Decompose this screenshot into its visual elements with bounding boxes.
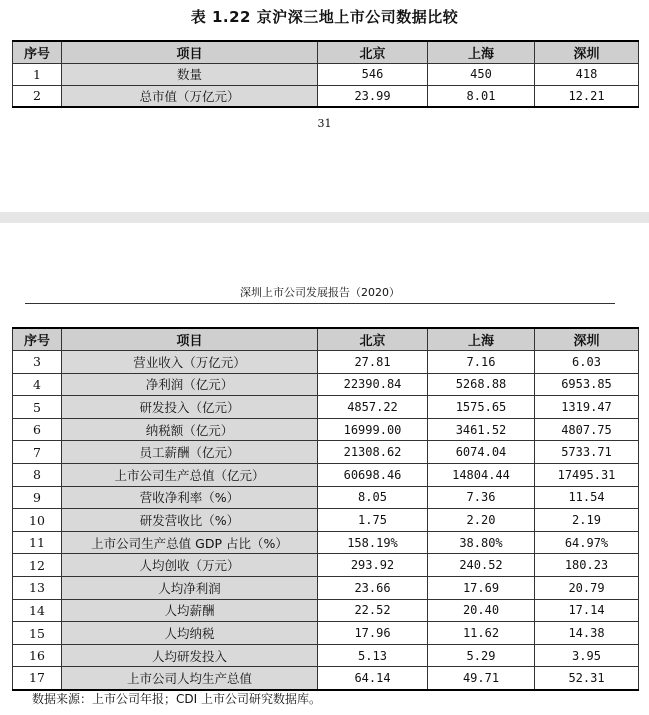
comparison-table-part2 (12, 327, 639, 691)
table-title: 表 1.22 京沪深三地上市公司数据比较 (190, 8, 459, 26)
page-gap (0, 212, 649, 223)
row-item-cell: 上市公司人均生产总值 (62, 667, 318, 690)
row-item-cell: 人均创收（万元） (62, 554, 318, 577)
row-shenzhen-cell: 5733.71 (535, 441, 639, 464)
row-beijing-cell: 158.19% (318, 531, 428, 554)
row-item-cell: 数量 (62, 63, 318, 85)
row-seq-cell: 15 (13, 622, 62, 645)
row-item-cell: 总市值（万亿元） (62, 85, 318, 107)
row-shanghai-cell: 6074.04 (428, 441, 535, 464)
header-seq: 序号 (13, 328, 62, 351)
row-shanghai-cell: 11.62 (428, 622, 535, 645)
row-beijing-cell: 22.52 (318, 599, 428, 622)
row-seq-cell: 10 (13, 509, 62, 532)
row-beijing-cell: 22390.84 (318, 373, 428, 396)
row-shenzhen-cell: 3.95 (535, 644, 639, 667)
header-seq: 序号 (13, 41, 62, 63)
table-row (13, 85, 639, 107)
row-shanghai-cell: 7.16 (428, 351, 535, 374)
row-seq-cell: 4 (13, 373, 62, 396)
row-seq-cell: 5 (13, 396, 62, 419)
row-seq-cell: 7 (13, 441, 62, 464)
table-row (13, 599, 639, 622)
row-shenzhen-cell: 4807.75 (535, 418, 639, 441)
row-seq-cell: 12 (13, 554, 62, 577)
row-seq-cell: 14 (13, 599, 62, 622)
row-seq-cell: 2 (13, 85, 62, 107)
row-seq-cell: 6 (13, 418, 62, 441)
table-row (13, 531, 639, 554)
page-top (0, 0, 649, 212)
table-row (13, 486, 639, 509)
row-shenzhen-cell: 6953.85 (535, 373, 639, 396)
table-header-row (13, 41, 639, 63)
row-shanghai-cell: 8.01 (428, 85, 535, 107)
row-shanghai-cell: 2.20 (428, 509, 535, 532)
table-row (13, 396, 639, 419)
row-seq-cell: 16 (13, 644, 62, 667)
row-beijing-cell: 4857.22 (318, 396, 428, 419)
table-row (13, 464, 639, 487)
header-shenzhen: 深圳 (535, 41, 639, 63)
comparison-table-part1 (12, 40, 639, 108)
row-shanghai-cell: 38.80% (428, 531, 535, 554)
row-item-cell: 营收净利率（%） (62, 486, 318, 509)
row-shenzhen-cell: 64.97% (535, 531, 639, 554)
row-beijing-cell: 21308.62 (318, 441, 428, 464)
table-row (13, 418, 639, 441)
row-shanghai-cell: 5.29 (428, 644, 535, 667)
table-row (13, 622, 639, 645)
table-row (13, 63, 639, 85)
header-beijing: 北京 (318, 41, 428, 63)
row-seq-cell: 8 (13, 464, 62, 487)
row-shanghai-cell: 1575.65 (428, 396, 535, 419)
row-beijing-cell: 23.66 (318, 577, 428, 600)
row-item-cell: 上市公司生产总值（亿元） (62, 464, 318, 487)
row-shanghai-cell: 14804.44 (428, 464, 535, 487)
running-header: 深圳上市公司发展报告（2020） (25, 284, 615, 304)
table-row (13, 667, 639, 690)
header-item: 项目 (62, 328, 318, 351)
table-row (13, 441, 639, 464)
row-beijing-cell: 27.81 (318, 351, 428, 374)
page-number: 31 (317, 117, 332, 130)
table-header-row (13, 328, 639, 351)
row-item-cell: 人均纳税 (62, 622, 318, 645)
row-item-cell: 人均薪酬 (62, 599, 318, 622)
header-beijing: 北京 (318, 328, 428, 351)
row-shanghai-cell: 3461.52 (428, 418, 535, 441)
row-seq-cell: 17 (13, 667, 62, 690)
row-item-cell: 人均净利润 (62, 577, 318, 600)
row-shenzhen-cell: 14.38 (535, 622, 639, 645)
row-beijing-cell: 293.92 (318, 554, 428, 577)
row-beijing-cell: 60698.46 (318, 464, 428, 487)
row-beijing-cell: 546 (318, 63, 428, 85)
table-row (13, 644, 639, 667)
row-shenzhen-cell: 52.31 (535, 667, 639, 690)
row-shanghai-cell: 49.71 (428, 667, 535, 690)
row-seq-cell: 3 (13, 351, 62, 374)
row-item-cell: 上市公司生产总值 GDP 占比（%） (62, 531, 318, 554)
row-beijing-cell: 16999.00 (318, 418, 428, 441)
table-row (13, 509, 639, 532)
row-shenzhen-cell: 11.54 (535, 486, 639, 509)
row-shenzhen-cell: 12.21 (535, 85, 639, 107)
table-row (13, 373, 639, 396)
row-shenzhen-cell: 20.79 (535, 577, 639, 600)
table-row (13, 351, 639, 374)
row-seq-cell: 11 (13, 531, 62, 554)
row-beijing-cell: 8.05 (318, 486, 428, 509)
row-shanghai-cell: 7.36 (428, 486, 535, 509)
row-beijing-cell: 64.14 (318, 667, 428, 690)
row-shanghai-cell: 20.40 (428, 599, 535, 622)
header-shenzhen: 深圳 (535, 328, 639, 351)
header-item: 项目 (62, 41, 318, 63)
row-beijing-cell: 23.99 (318, 85, 428, 107)
row-beijing-cell: 5.13 (318, 644, 428, 667)
row-beijing-cell: 17.96 (318, 622, 428, 645)
row-shanghai-cell: 5268.88 (428, 373, 535, 396)
row-shenzhen-cell: 180.23 (535, 554, 639, 577)
row-shenzhen-cell: 418 (535, 63, 639, 85)
source-note: 数据来源：上市公司年报；CDI 上市公司研究数据库。 (32, 692, 321, 706)
header-shanghai: 上海 (428, 41, 535, 63)
row-shanghai-cell: 450 (428, 63, 535, 85)
row-item-cell: 净利润（亿元） (62, 373, 318, 396)
row-item-cell: 营业收入（万亿元） (62, 351, 318, 374)
table-row (13, 554, 639, 577)
row-shanghai-cell: 240.52 (428, 554, 535, 577)
row-seq-cell: 9 (13, 486, 62, 509)
row-item-cell: 研发营收比（%） (62, 509, 318, 532)
table-row (13, 577, 639, 600)
row-seq-cell: 1 (13, 63, 62, 85)
row-shenzhen-cell: 17.14 (535, 599, 639, 622)
row-shenzhen-cell: 6.03 (535, 351, 639, 374)
row-beijing-cell: 1.75 (318, 509, 428, 532)
row-item-cell: 研发投入（亿元） (62, 396, 318, 419)
row-shenzhen-cell: 2.19 (535, 509, 639, 532)
row-item-cell: 纳税额（亿元） (62, 418, 318, 441)
row-seq-cell: 13 (13, 577, 62, 600)
row-item-cell: 人均研发投入 (62, 644, 318, 667)
row-shenzhen-cell: 17495.31 (535, 464, 639, 487)
header-shanghai: 上海 (428, 328, 535, 351)
row-shenzhen-cell: 1319.47 (535, 396, 639, 419)
row-shanghai-cell: 17.69 (428, 577, 535, 600)
row-item-cell: 员工薪酬（亿元） (62, 441, 318, 464)
